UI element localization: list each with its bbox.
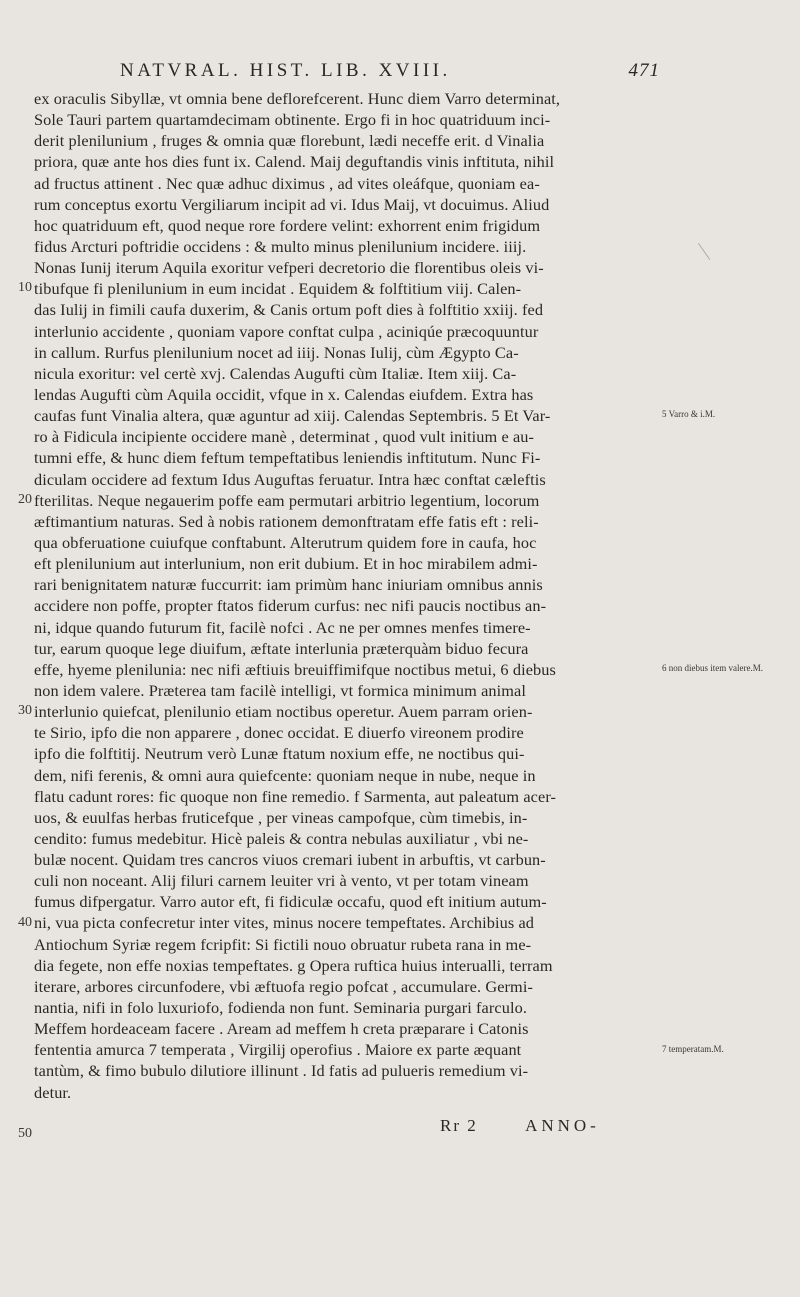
text-line: uos, & euulfas herbas fruticefque , per vineas campofque, cùm timebis, in-	[34, 807, 528, 827]
text-line: iterare, arbores circunfodere, vbi æftuofa regio pofcat , accumulare. Germi-	[34, 976, 533, 996]
text-line: fumus difpergatur. Varro autor eft, fi fidiculæ occafu, quod eft initium autum-	[34, 892, 547, 912]
text-line: non idem valere. Præterea tam facilè intelligi, vt formica minimum animal	[34, 680, 526, 700]
text-line: derit plenilunium , fruges & omnia quæ florebunt, lædi neceffe erit. d Vinalia	[34, 131, 545, 151]
text-line: nantia, nifi in folo luxuriofo, fodienda non funt. Seminaria purgari farculo.	[34, 998, 527, 1018]
text-line: ni, vua picta confecretur inter vites, minus nocere tempeftates. Archibius ad	[34, 913, 535, 933]
text-line: Meffem hordeaceam facere . Aream ad meffem h creta præparare i Catonis	[34, 1019, 529, 1039]
text-line: Antiochum Syriæ regem fcripfit: Si fictili nouo obruatur rubeta rana in me-	[34, 934, 532, 954]
text-line: das Iulij in fimili caufa duxerim, & Canis ortum poft dies à folftitio xxiij. fed	[34, 300, 544, 320]
text-line: ad fructus attinent . Nec quæ adhuc diximus , ad vites oleáfque, quoniam ea-	[34, 173, 540, 193]
catchword: ANNO-	[525, 1116, 600, 1135]
text-line: in callum. Rurfus plenilunium nocet ad iiij. Nonas Iulij, cùm Ægypto Ca-	[34, 342, 519, 362]
text-line: bulæ nocent. Quidam tres cancros viuos cremari iubent in arbuftis, vt carbun-	[34, 850, 546, 870]
text-line: lendas Augufti cùm Aquila occidit, vfque in x. Calendas eiufdem. Extra has	[34, 384, 534, 404]
margin-note: 5 Varro & i.M.	[662, 409, 716, 420]
text-line: tibufque fi plenilunium in eum incidat . Equidem & folftitium viij. Calen-	[34, 279, 522, 299]
page-mark	[698, 220, 743, 260]
text-line: qua obferuatione cuiufque conftabunt. Alterutrum quidem fore in caufa, hoc	[34, 532, 537, 552]
text-line: ipfo die folftitij. Neutrum verò Lunæ ftatum noxium effe, ne noctibus qui-	[34, 744, 525, 764]
text-line: fidus Arcturi poftridie occidens : & multo minus plenilunium incidere. iiij.	[34, 236, 527, 256]
text-line: fterilitas. Neque negauerim poffe eam permutari arbitrio legentium, locorum	[34, 490, 540, 510]
text-line: nicula exoritur: vel certè xvj. Calendas Augufti cùm Italiæ. Item xiij. Ca-	[34, 363, 517, 383]
text-line: ex oraculis Sibyllæ, vt omnia bene deflorefcerent. Hunc diem Varro determinat,	[34, 89, 561, 108]
text-line: detur.	[34, 1082, 72, 1102]
page-number: 471	[628, 60, 660, 81]
text-line: eft plenilunium aut interlunium, non erit dubium. Et in hoc mirabilem admi-	[34, 554, 538, 574]
text-line: diculam occidere ad fextum Idus Auguftas feruatur. Intra hæc conftat cæleftis	[34, 469, 546, 489]
text-line: rum conceptus exortu Vergiliarum incipit ad vi. Idus Maij, vt docuimus. Aliud	[34, 194, 550, 214]
text-line: interlunio accidente , quoniam vapore conftat culpa , aciniqúe præcoquuntur	[34, 321, 539, 341]
text-line: culi non noceant. Alij filuri carnem leuiter vri à vento, vt per totam vineam	[34, 871, 529, 891]
text-line: ni, idque quando futurum fit, facilè nofci . Ac ne per omnes menfes timere-	[34, 617, 531, 637]
text-line: tur, earum quoque lege diuifum, æftate interlunia præterquàm biduo fecura	[34, 638, 529, 658]
line-number: 40	[18, 914, 32, 930]
text-line: æftimantium naturas. Sed à nobis rationem demonftratam effe fatis eft : reli-	[34, 511, 539, 531]
running-header	[120, 60, 660, 82]
text-line: flatu cadunt rores: fic quoque non fine remedio. f Sarmenta, aut paleatum acer-	[34, 786, 557, 806]
signature-mark: Rr 2	[440, 1116, 478, 1135]
line-number: 20	[18, 491, 32, 507]
line-number: 50	[18, 1126, 32, 1142]
text-line: priora, quæ ante hos dies funt ix. Calend. Maij deguftandis vinis inftituta, nihil	[34, 152, 555, 172]
text-line: Nonas Iunij iterum Aquila exoritur vefperi decretorio die florentibus oleis vi-	[34, 258, 544, 278]
text-line: interlunio quiefcat, plenilunio etiam noctibus operetur. Auem parram orien-	[34, 702, 533, 722]
text-line: accidere non poffe, propter ftatos fiderum curfus: nec nifi paucis noctibus an-	[34, 596, 547, 616]
text-line: Sole Tauri partem quartamdecimam obtinente. Ergo fi in hoc quatriduum inci-	[34, 110, 551, 130]
text-line: effe, hyeme plenilunia: nec nifi æftiuis breuiffimifque noctibus metui, 6 diebus	[34, 659, 556, 679]
text-line: hoc quatriduum eft, quod neque rore fordere velint: exhorrent enim frigidum	[34, 215, 541, 235]
text-line: dem, nifi ferenis, & omni aura quiefcente: quoniam neque in nube, neque in	[34, 765, 536, 785]
page-footer	[440, 1116, 600, 1136]
text-line: fententia amurca 7 temperata , Virgilij operofius . Maiore ex parte æquant	[34, 1040, 522, 1060]
text-line: ro à Fidicula incipiente occidere manè , determinat , quod vult initium e au-	[34, 427, 535, 447]
margin-note: 7 temperatam.M.	[662, 1043, 724, 1054]
main-text-block	[34, 88, 654, 1103]
text-line: caufas funt Vinalia altera, quæ aguntur ad xiij. Calendas Septembris. 5 Et Var-	[34, 406, 551, 426]
margin-note: 6 non diebus item valere.M.	[662, 663, 763, 674]
text-line: cendito: fumus medebitur. Hicè paleis & contra nebulas auxiliatur , vbi ne-	[34, 828, 529, 848]
running-title: NATVRAL. HIST. LIB. XVIII.	[120, 60, 451, 81]
text-line: tumni effe, & hunc diem feftum tempeftatibus leniendis inftitutum. Nunc Fi-	[34, 448, 541, 468]
text-line: dia fegete, non effe noxias tempeftates. g Opera ruftica huius interualli, terram	[34, 955, 553, 975]
text-line: te Sirio, ipfo die non apparere , donec occidat. E diuerfo vireonem prodire	[34, 723, 524, 743]
line-number: 30	[18, 703, 32, 719]
text-line: tantùm, & fimo bubulo dilutiore illinunt . Id fatis ad pulueris remedium vi-	[34, 1061, 529, 1081]
text-line: rari benignitatem naturæ fuccurrit: iam primùm hanc iniuriam omnibus annis	[34, 575, 543, 595]
line-number: 10	[18, 280, 32, 296]
